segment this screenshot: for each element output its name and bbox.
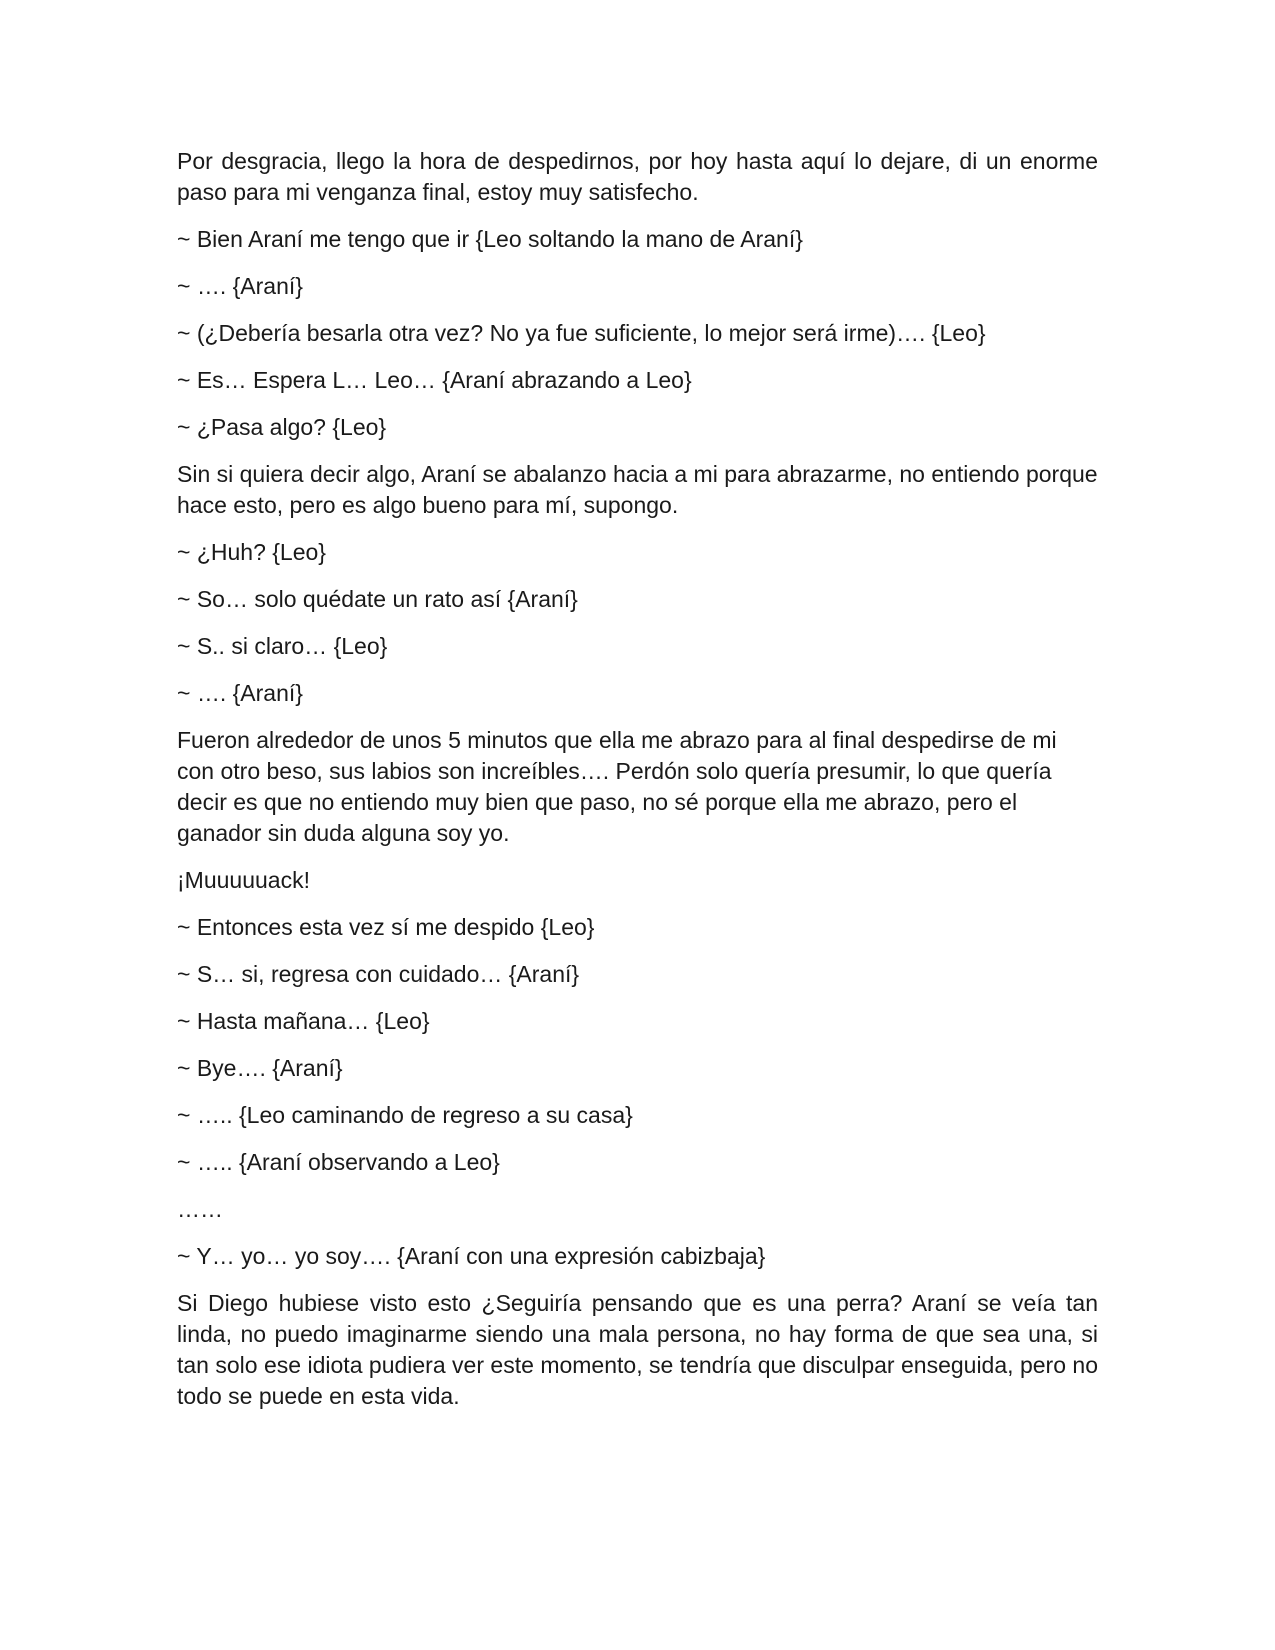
dialogue-line: ~ S.. si claro… {Leo} — [177, 633, 388, 659]
dialogue-line: ~ Entonces esta vez sí me despido {Leo} — [177, 914, 595, 940]
scene-break: …… — [177, 1196, 223, 1222]
dialogue-line: ~ S… si, regresa con cuidado… {Araní} — [177, 961, 580, 987]
document-body — [177, 146, 1098, 1428]
dialogue-line: ~ ¿Pasa algo? {Leo} — [177, 414, 387, 440]
narration-paragraph: Si Diego hubiese visto esto ¿Seguiría pensando que es una perra? Araní se veía tan linda, no puedo imaginarme siendo una mala persona, no hay forma de que sea una, si tan solo ese idiota pudiera ver este momento, se tendría que disculpar enseguida, pero no todo se puede en esta vida. — [177, 1290, 1098, 1409]
narration-paragraph: Fueron alrededor de unos 5 minutos que ella me abrazo para al final despedirse de mi con otro beso, sus labios son increíbles…. Perdón solo quería presumir, lo que quería decir es que no entiendo muy bien que paso, no sé porque ella me abrazo, pero el ganador sin duda alguna soy yo. — [177, 727, 1057, 846]
dialogue-line: ~ ….. {Araní observando a Leo} — [177, 1149, 500, 1175]
dialogue-line: ~ Y… yo… yo soy…. {Araní con una expresión cabizbaja} — [177, 1243, 766, 1269]
dialogue-line: ~ ¿Huh? {Leo} — [177, 539, 326, 565]
dialogue-line: ~ So… solo quédate un rato así {Araní} — [177, 586, 578, 612]
dialogue-line: ~ Hasta mañana… {Leo} — [177, 1008, 430, 1034]
dialogue-line: ~ Bye…. {Araní} — [177, 1055, 343, 1081]
narration-paragraph: Por desgracia, llego la hora de despedirnos, por hoy hasta aquí lo dejare, di un enorme paso para mi venganza final, estoy muy satisfecho. — [177, 148, 1098, 205]
dialogue-line: ~ ….. {Leo caminando de regreso a su casa} — [177, 1102, 633, 1128]
sound-effect-line: ¡Muuuuuack! — [177, 867, 310, 893]
dialogue-line: ~ Bien Araní me tengo que ir {Leo soltando la mano de Araní} — [177, 226, 803, 252]
dialogue-line: ~ (¿Debería besarla otra vez? No ya fue suficiente, lo mejor será irme)…. {Leo} — [177, 320, 986, 346]
dialogue-line: ~ …. {Araní} — [177, 680, 303, 706]
narration-paragraph: Sin si quiera decir algo, Araní se abalanzo hacia a mi para abrazarme, no entiendo porque hace esto, pero es algo bueno para mí, supongo. — [177, 461, 1098, 518]
dialogue-line: ~ …. {Araní} — [177, 273, 303, 299]
dialogue-line: ~ Es… Espera L… Leo… {Araní abrazando a Leo} — [177, 367, 692, 393]
